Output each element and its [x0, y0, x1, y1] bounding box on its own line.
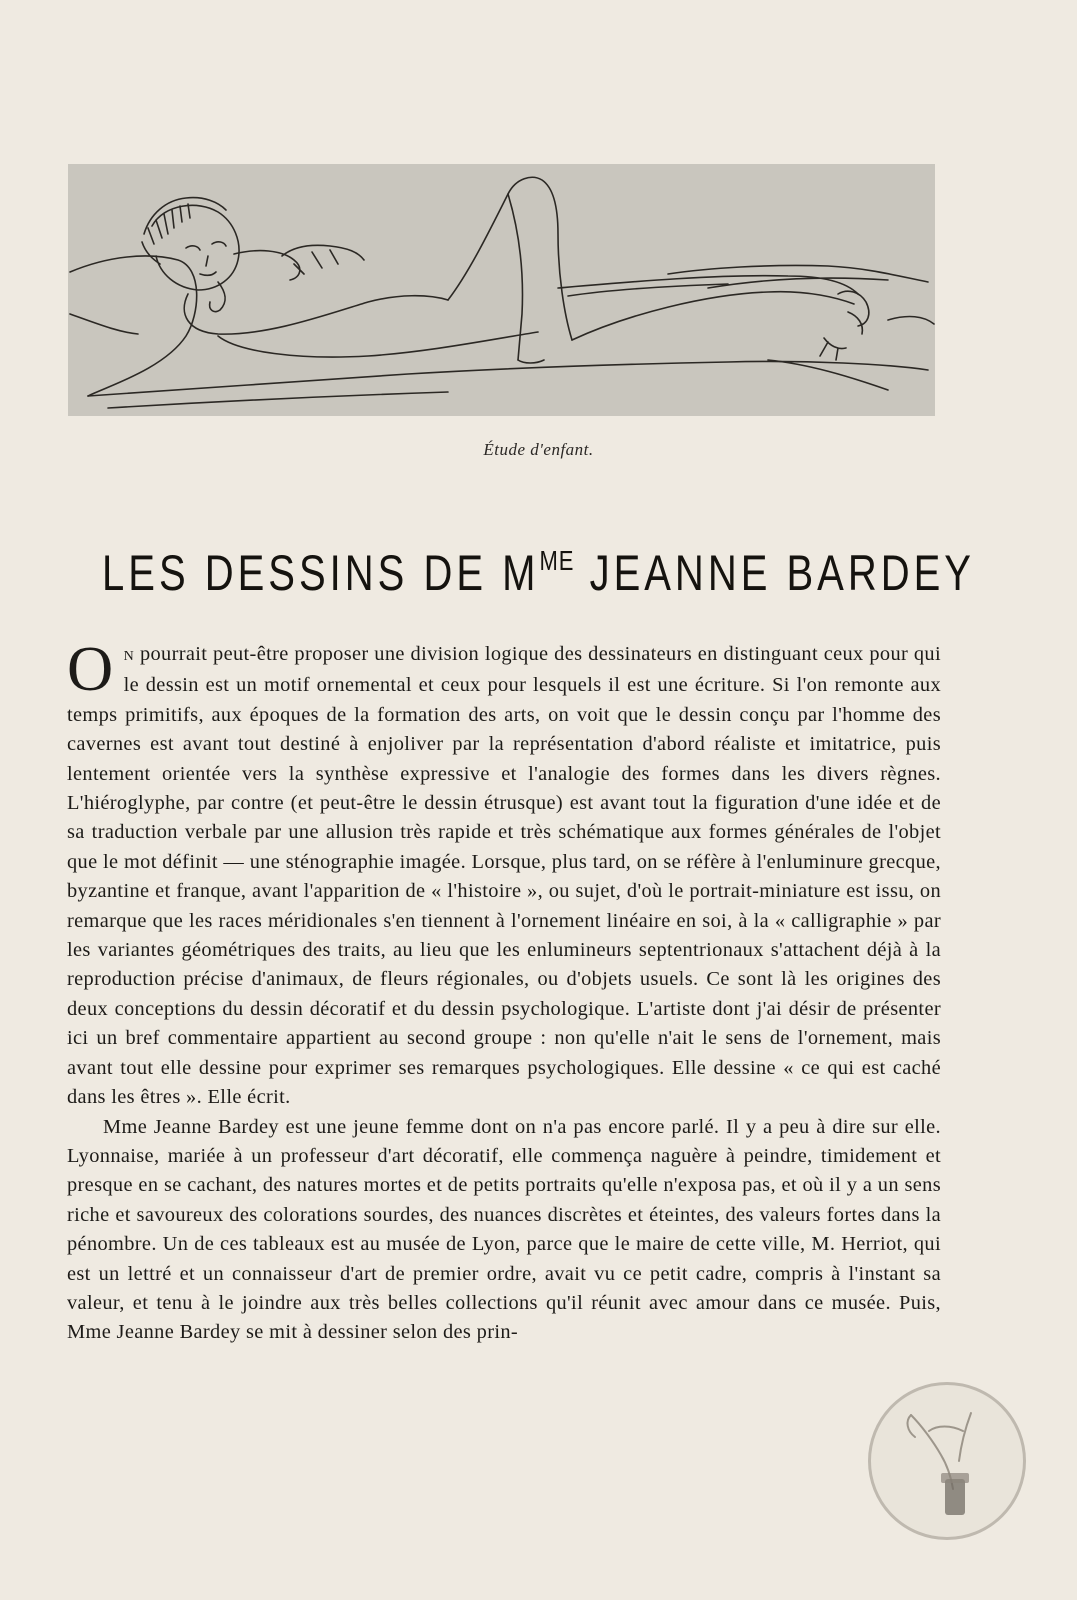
stamp-hand-icon	[871, 1385, 1023, 1537]
library-stamp-watermark	[868, 1382, 1026, 1540]
article-title	[0, 545, 1077, 603]
figure-caption: Étude d'enfant.	[483, 440, 594, 459]
article-body	[67, 633, 941, 1348]
sketch-drawing	[68, 164, 935, 416]
title-superscript: ME	[539, 545, 575, 577]
title-part1: LES DESSINS DE M	[102, 546, 540, 602]
drop-cap: O	[67, 633, 114, 704]
paragraph-1	[67, 633, 941, 1113]
paragraph-2: Mme Jeanne Bardey est une jeune femme dont on n'a pas encore parlé. Il y a peu à dire sur elle. Lyonnaise, mariée à un professeur d'art décoratif, elle commença naguère à peindre, timidement et presque en se cachant, des natures mortes et de petits portraits qu'elle n'exposa pas, et où il y a un sens riche et savoureux des colorations sourdes, des nuances discrètes et éteintes, des valeurs fortes dans la pénombre. Un de ces tableaux est au musée de Lyon, parce que le maire de cette ville, M. Herriot, qui est un lettré et un connaisseur d'art de premier ordre, avait vu ce petit cadre, compris à l'instant sa valeur, et tenu à le joindre aux très belles collections qu'il réunit avec amour dans ce musée. Puis, Mme Jeanne Bardey se mit à dessiner selon des prin-	[67, 1115, 941, 1344]
title-part2: JEANNE BARDEY	[574, 546, 975, 602]
small-cap: N	[123, 649, 135, 664]
paragraph-1-text: pourrait peut-être proposer une division logique des dessinateurs en distinguant ceux pour qui le dessin est un motif ornemental et ceux pour lesquels il est une écriture. Si l'on remonte aux temps primitifs, aux époques de la formation des arts, on voit que le dessin conçu par l'homme des cavernes est avant tout destiné à enjoliver par la représentation d'abord réaliste et imitatrice, puis lentement orientée vers la synthèse expressive et l'analogie des formes dans les divers règnes. L'hiéroglyphe, par contre (et peut-être le dessin étrusque) est avant tout la figuration d'une idée et de sa traduction verbale par une allusion très rapide et très schématique aux formes générales de l'objet que le mot définit — une sténographie imagée. Lorsque, plus tard, on se réfère à l'enluminure grecque, byzantine et franque, avant l'apparition de « l'histoire », ou sujet, d'où le portrait-miniature est issu, on remarque que les races méridionales s'en tiennent à l'ornement linéaire en soi, à la « calligraphie » par les variantes géométriques des traits, au lieu que les enlumineurs septentrionaux s'attachent déjà à la reproduction précise d'animaux, de fleurs régionales, ou d'objets usuels. Ce sont là les origines des deux conceptions du dessin décoratif et du dessin psychologique. L'artiste dont j'ai désir de présenter ici un bref commentaire appartient au second groupe : non qu'elle n'ait le sens de l'ornement, mais avant tout elle dessine pour exprimer ses remarques psychologiques. Elle dessine « ce qui est caché dans les êtres ». Elle écrit.	[67, 643, 941, 1109]
illustration-child-study	[68, 164, 935, 416]
